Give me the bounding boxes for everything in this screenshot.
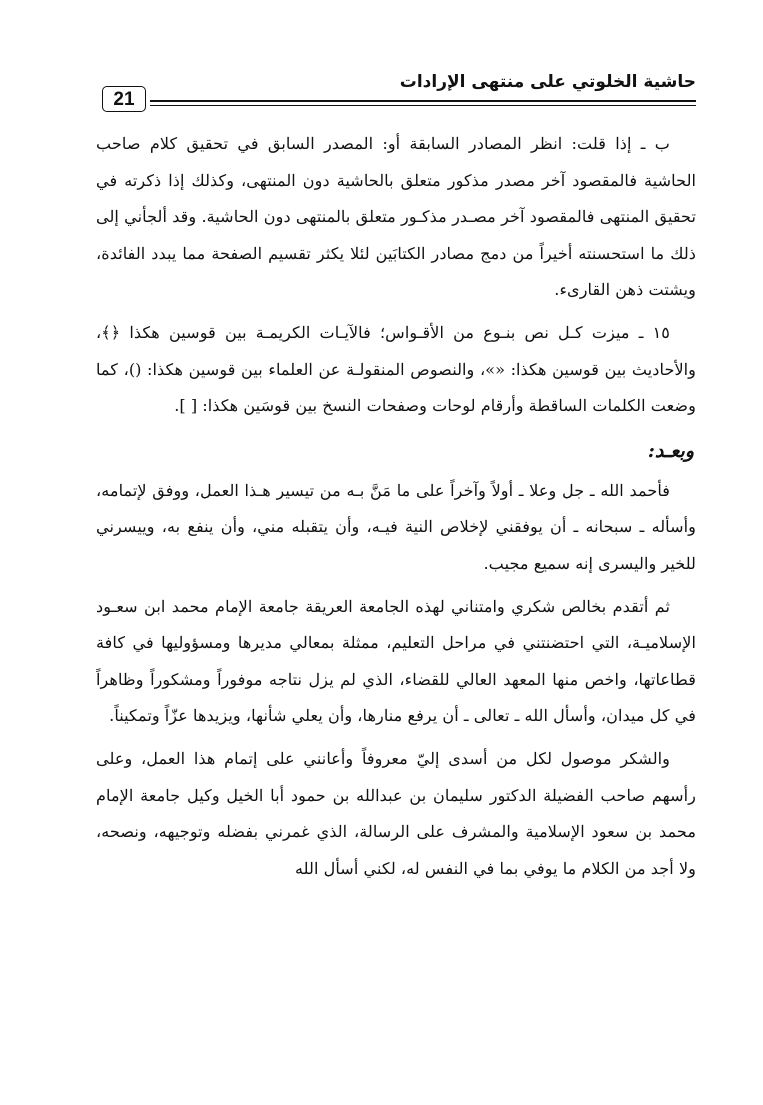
section-heading: وبعـد: bbox=[647, 439, 694, 462]
paragraph-praise: فأحمد الله ـ جل وعلا ـ أولاً وآخراً على ما مَنَّ بـه من تيسير هـذا العمل، ووفق لإتمامه، وأسأله ـ سبحانه ـ أن يوفقني لإخلاص النية فيـه، وأن يتقبله مني، وأن ينفع به، وييسرني للخير واليسرى إنه سميع مجيب. bbox=[96, 480, 696, 573]
paragraph-brackets-note: ١٥ ـ ميزت كـل نص بنـوع من الأقـواس؛ فالآيـات الكريمـة بين قوسين هكذا ﴿﴾، والأحاديث بين قوسين هكذا: «»، والنصوص المنقولـة عن العلماء بين قوسين هكذا: ()، كما وضعت الكلمات الساقطة وأرقام لوحات وصفحات النسخ بين قوسَين هكذا: [ ]. bbox=[96, 322, 696, 416]
paragraph-citation-note: ب ـ إذا قلت: انظر المصادر السابقة أو: المصدر السابق في تحقيق كلام صاحب الحاشية فالمقصود آخر مصدر مذكور متعلق بالحاشية دون المنتهى، وكذلك إذا ذكرته في تحقيق المنتهى فالمقصود آخر مصـدر مذكـور متعلق بالمنتهى دون الحاشية. وقد ألجأني إلى ذلك ما استحسنته أخيراً من دمج مصادر الكتابَين لئلا يكثر تقسيم الصفحة مما يبدد الفائدة، ويشتت ذهن القارىء. bbox=[96, 134, 696, 300]
body-text bbox=[96, 126, 696, 887]
paragraph-university-thanks: ثم أتقدم بخالص شكري وامتناني لهذه الجامعة العريقة جامعة الإمام محمد ابن سعـود الإسلاميـة، التي احتضنتني في مراحل التعليم، ممثلة بمعالي مديرها ومسؤوليها في كافة قطاعاتها، واخص منها المعهد العالي للقضاء، الذي لم يزل نتاجه موفوراً ومشكوراً وظاهراً في كل ميدان، وأسأل الله ـ تعالى ـ أن يرفع منارها، وأن يعلي شأنها، ويزيدها عزّاً وتمكيناً. bbox=[96, 596, 696, 726]
running-title: حاشية الخلوتي على منتهى الإرادات bbox=[399, 72, 696, 92]
page-number: 21 bbox=[102, 86, 146, 112]
running-header bbox=[96, 68, 696, 108]
paragraph-supervisor-thanks: والشكر موصول لكل من أسدى إليّ معروفاً وأعانني على إتمام هذا العمل، وعلى رأسهم صاحب الفضيلة الدكتور سليمان بن عبدالله بن حمود أبا الخيل وكيل جامعة الإمام محمد بن سعود الإسلامية والمشرف على الرسالة، الذي غمرني بفضله وتوجيهه، ونصحه، ولا أجد من الكلام ما يوفي بما في النفس له، لكني أسأل الله bbox=[96, 748, 696, 878]
header-rule bbox=[150, 100, 696, 106]
